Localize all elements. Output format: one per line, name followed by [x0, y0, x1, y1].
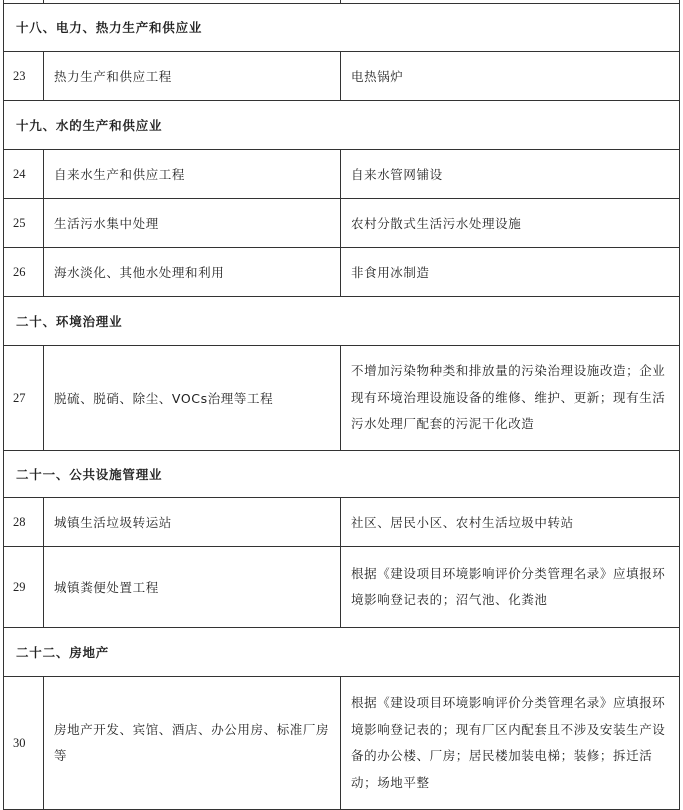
row-number: 23	[4, 52, 44, 101]
row-number: 29	[4, 547, 44, 628]
project-scope: 非食用冰制造	[341, 248, 680, 297]
section-header	[4, 451, 680, 498]
project-scope: 根据《建设项目环境影响评价分类管理名录》应填报环境影响登记表的；沼气池、化粪池	[341, 547, 680, 628]
table-row	[4, 150, 680, 199]
table-row	[4, 248, 680, 297]
project-name: 城镇粪便处置工程	[44, 547, 341, 628]
section-header	[4, 101, 680, 150]
project-scope: 农村分散式生活污水处理设施	[341, 199, 680, 248]
project-scope: 社区、居民小区、农村生活垃圾中转站	[341, 498, 680, 547]
project-name: 城镇生活垃圾转运站	[44, 498, 341, 547]
project-name: 热力生产和供应工程	[44, 52, 341, 101]
section-header	[4, 628, 680, 677]
row-number: 24	[4, 150, 44, 199]
row-number: 26	[4, 248, 44, 297]
project-name: 海水淡化、其他水处理和利用	[44, 248, 341, 297]
table-row	[4, 346, 680, 451]
project-scope: 自来水管网铺设	[341, 150, 680, 199]
project-name: 生活污水集中处理	[44, 199, 341, 248]
section-header	[4, 297, 680, 346]
section-title: 十八、电力、热力生产和供应业	[4, 4, 680, 52]
section-title: 十九、水的生产和供应业	[4, 101, 680, 150]
section-title: 二十一、公共设施管理业	[4, 451, 680, 498]
project-name: 房地产开发、宾馆、酒店、办公用房、标准厂房等	[44, 677, 341, 810]
row-number: 27	[4, 346, 44, 451]
project-scope: 电热锅炉	[341, 52, 680, 101]
table-row	[4, 498, 680, 547]
project-scope: 根据《建设项目环境影响评价分类管理名录》应填报环境影响登记表的；现有厂区内配套且不涉及安装生产设备的办公楼、厂房；居民楼加装电梯；装修；拆迁活动；场地平整	[341, 677, 680, 810]
row-number: 25	[4, 199, 44, 248]
project-name: 自来水生产和供应工程	[44, 150, 341, 199]
section-header	[4, 4, 680, 52]
project-classification-table	[3, 0, 680, 810]
table-row	[4, 199, 680, 248]
section-title: 二十、环境治理业	[4, 297, 680, 346]
table-row	[4, 52, 680, 101]
project-name: 脱硫、脱硝、除尘、VOCs治理等工程	[44, 346, 341, 451]
section-title: 二十二、房地产	[4, 628, 680, 677]
row-number: 30	[4, 677, 44, 810]
table-row	[4, 547, 680, 628]
row-number: 28	[4, 498, 44, 547]
project-scope: 不增加污染物种类和排放量的污染治理设施改造；企业现有环境治理设施设备的维修、维护、更新；现有生活污水处理厂配套的污泥干化改造	[341, 346, 680, 451]
table-row	[4, 677, 680, 810]
